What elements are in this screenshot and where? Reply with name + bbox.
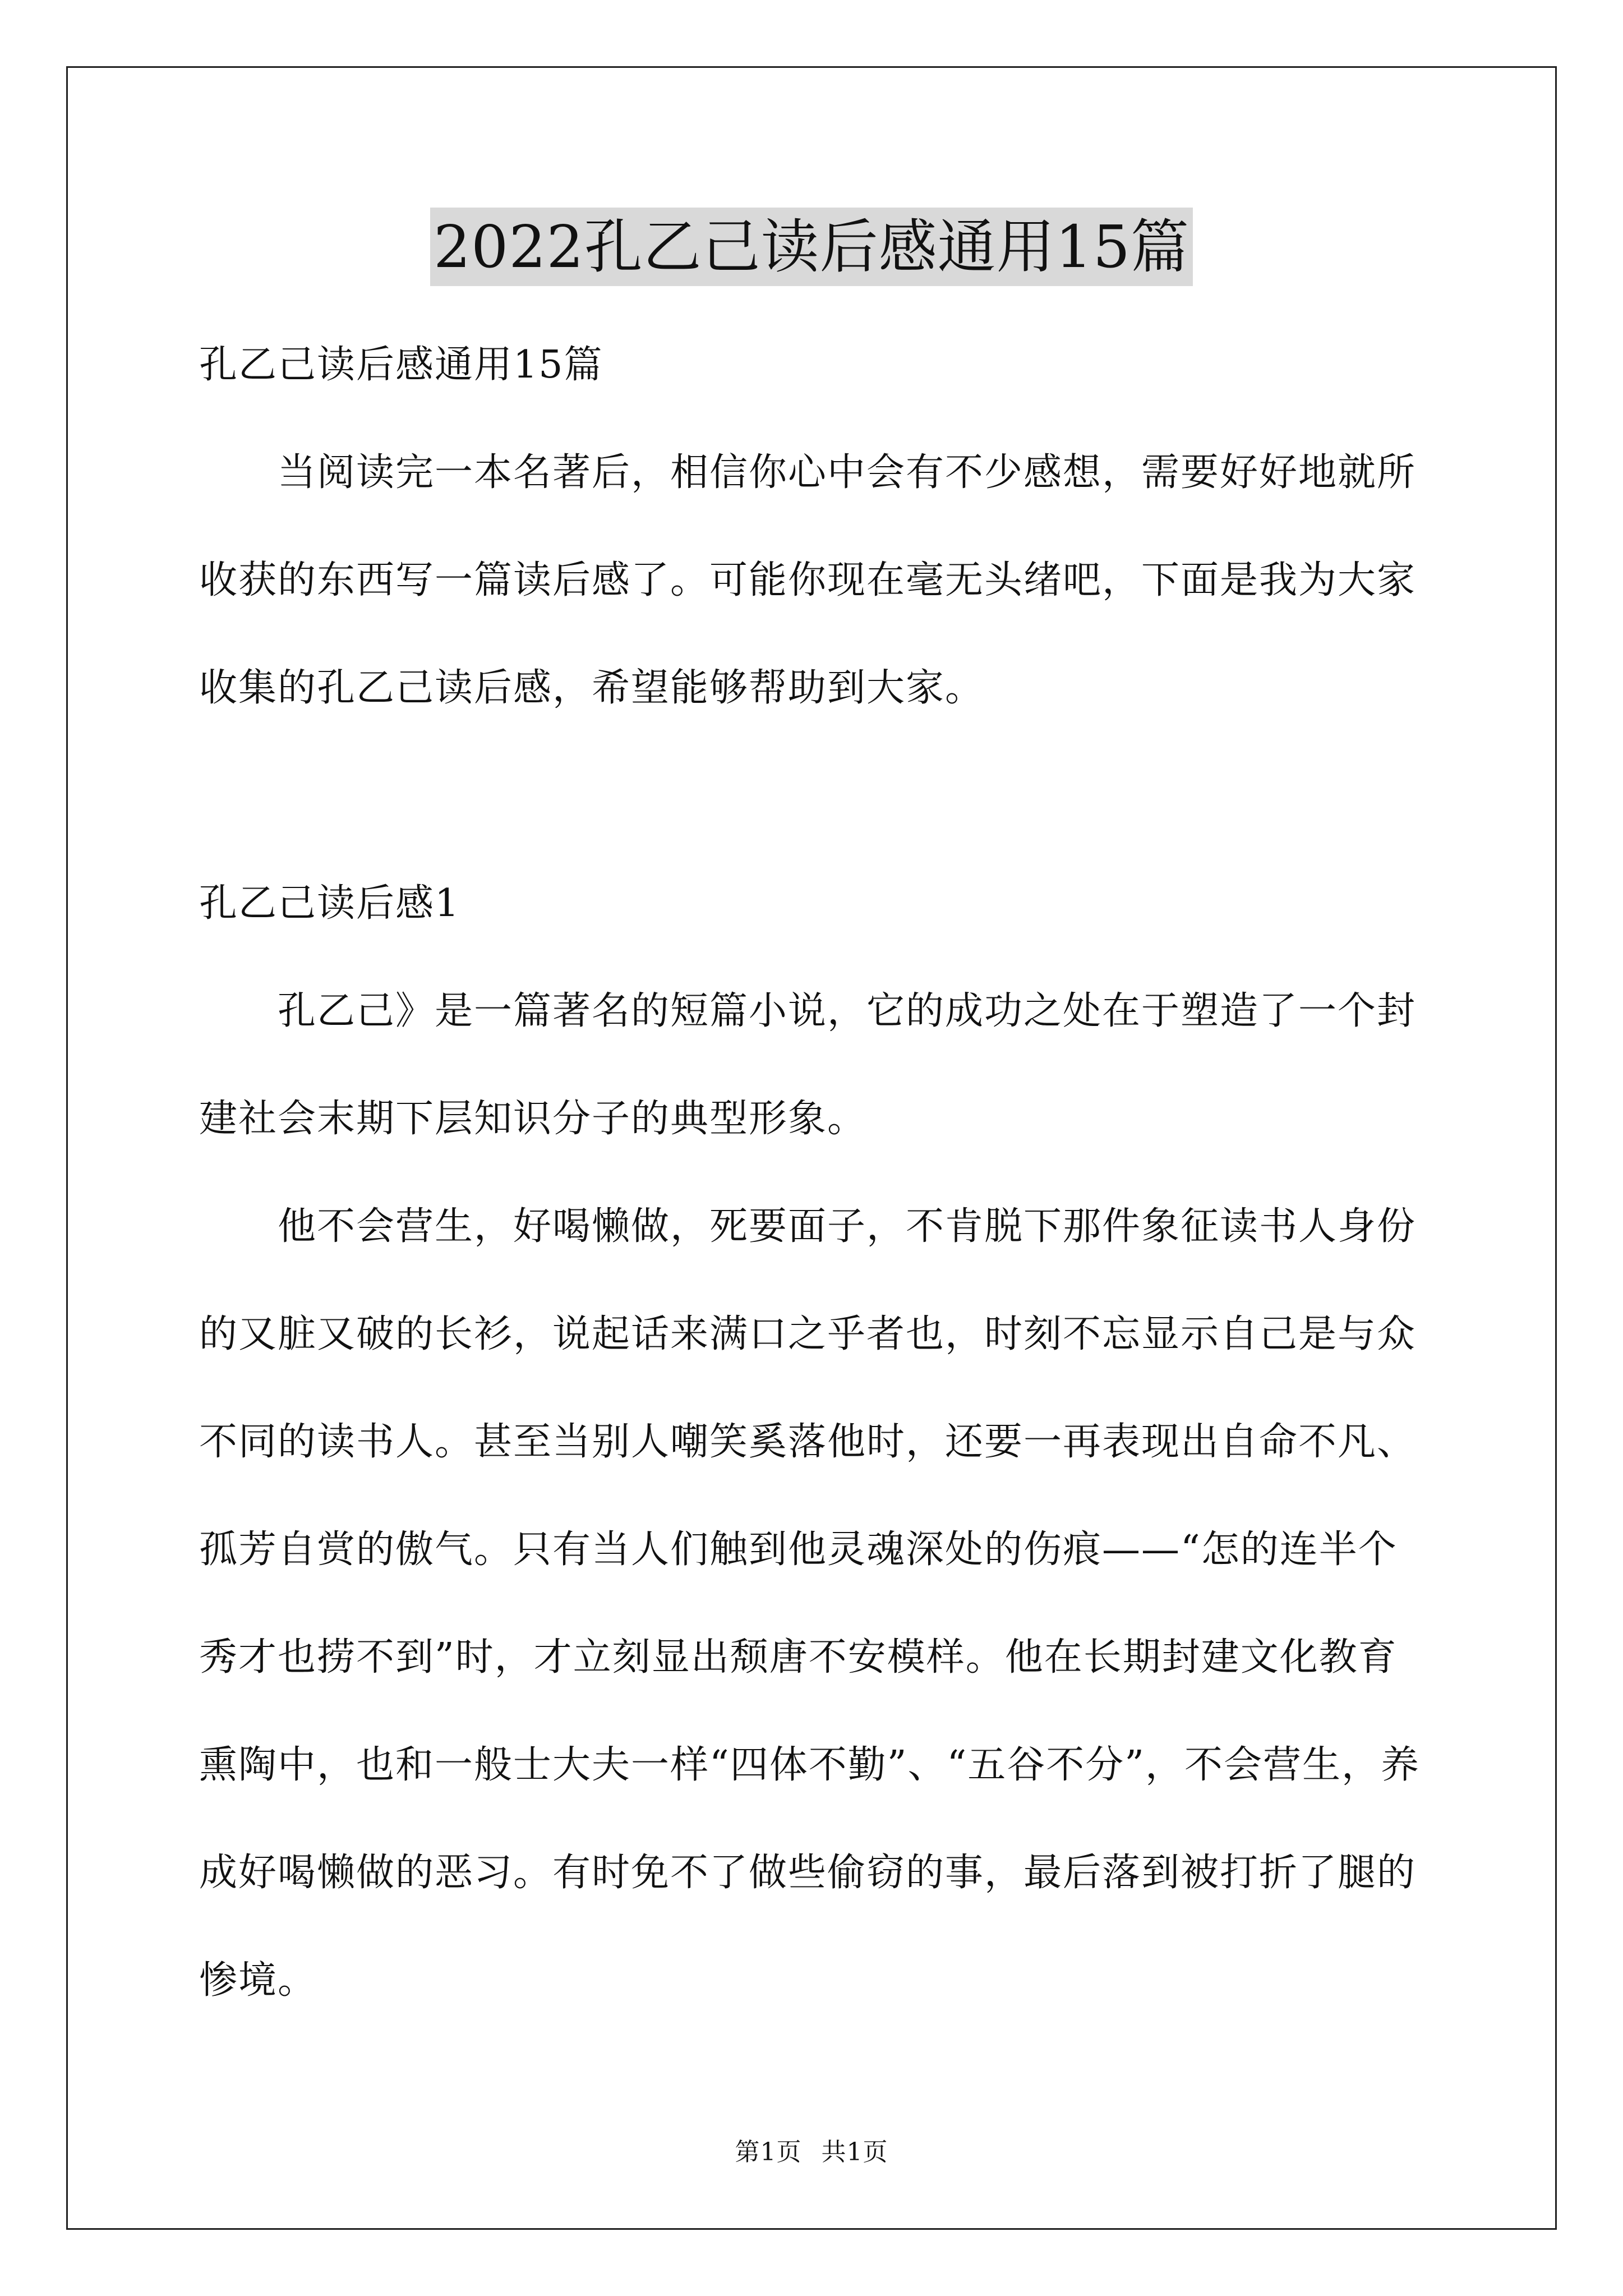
section1-paragraph-1: 孔乙己》是一篇著名的短篇小说，它的成功之处在于塑造了一个封建社会末期下层知识分子的典型形象。 xyxy=(199,989,1417,1141)
page-total: 共1页 xyxy=(821,2138,888,2166)
section-heading-1: 孔乙己读后感1 xyxy=(199,881,460,926)
page-footer xyxy=(0,2132,1623,2168)
section-spacer xyxy=(199,742,1433,850)
section1-paragraph-2: 他不会营生，好喝懒做，死要面子，不肯脱下那件象征读书人身份的又脏又破的长衫，说起话来满口之乎者也，时刻不忘显示自己是与众不同的读书人。甚至当别人嘲笑奚落他时，还要一再表现出自命不凡、孤芳自赏的傲气。只有当人们触到他灵魂深处的伤痕——“怎的连半个秀才也捞不到”时，才立刻显出颓唐不安模样。他在长期封建文化教育熏陶中，也和一般士大夫一样“四体不勤”、“五谷不分”，不会营生，养成好喝懒做的恶习。有时免不了做些偷窃的事，最后落到被打折了腿的惨境。 xyxy=(199,1204,1421,2003)
document-title: 2022孔乙己读后感通用15篇 xyxy=(430,208,1193,286)
document-body xyxy=(199,311,1433,2035)
document-subtitle: 孔乙己读后感通用15篇 xyxy=(199,343,603,387)
intro-paragraph: 当阅读完一本名著后，相信你心中会有不少感想，需要好好地就所收获的东西写一篇读后感了。可能你现在毫无头绪吧，下面是我为大家收集的孔乙己读后感，希望能够帮助到大家。 xyxy=(199,450,1417,710)
title-wrap xyxy=(0,208,1623,286)
page-number: 第1页 xyxy=(735,2138,802,2166)
